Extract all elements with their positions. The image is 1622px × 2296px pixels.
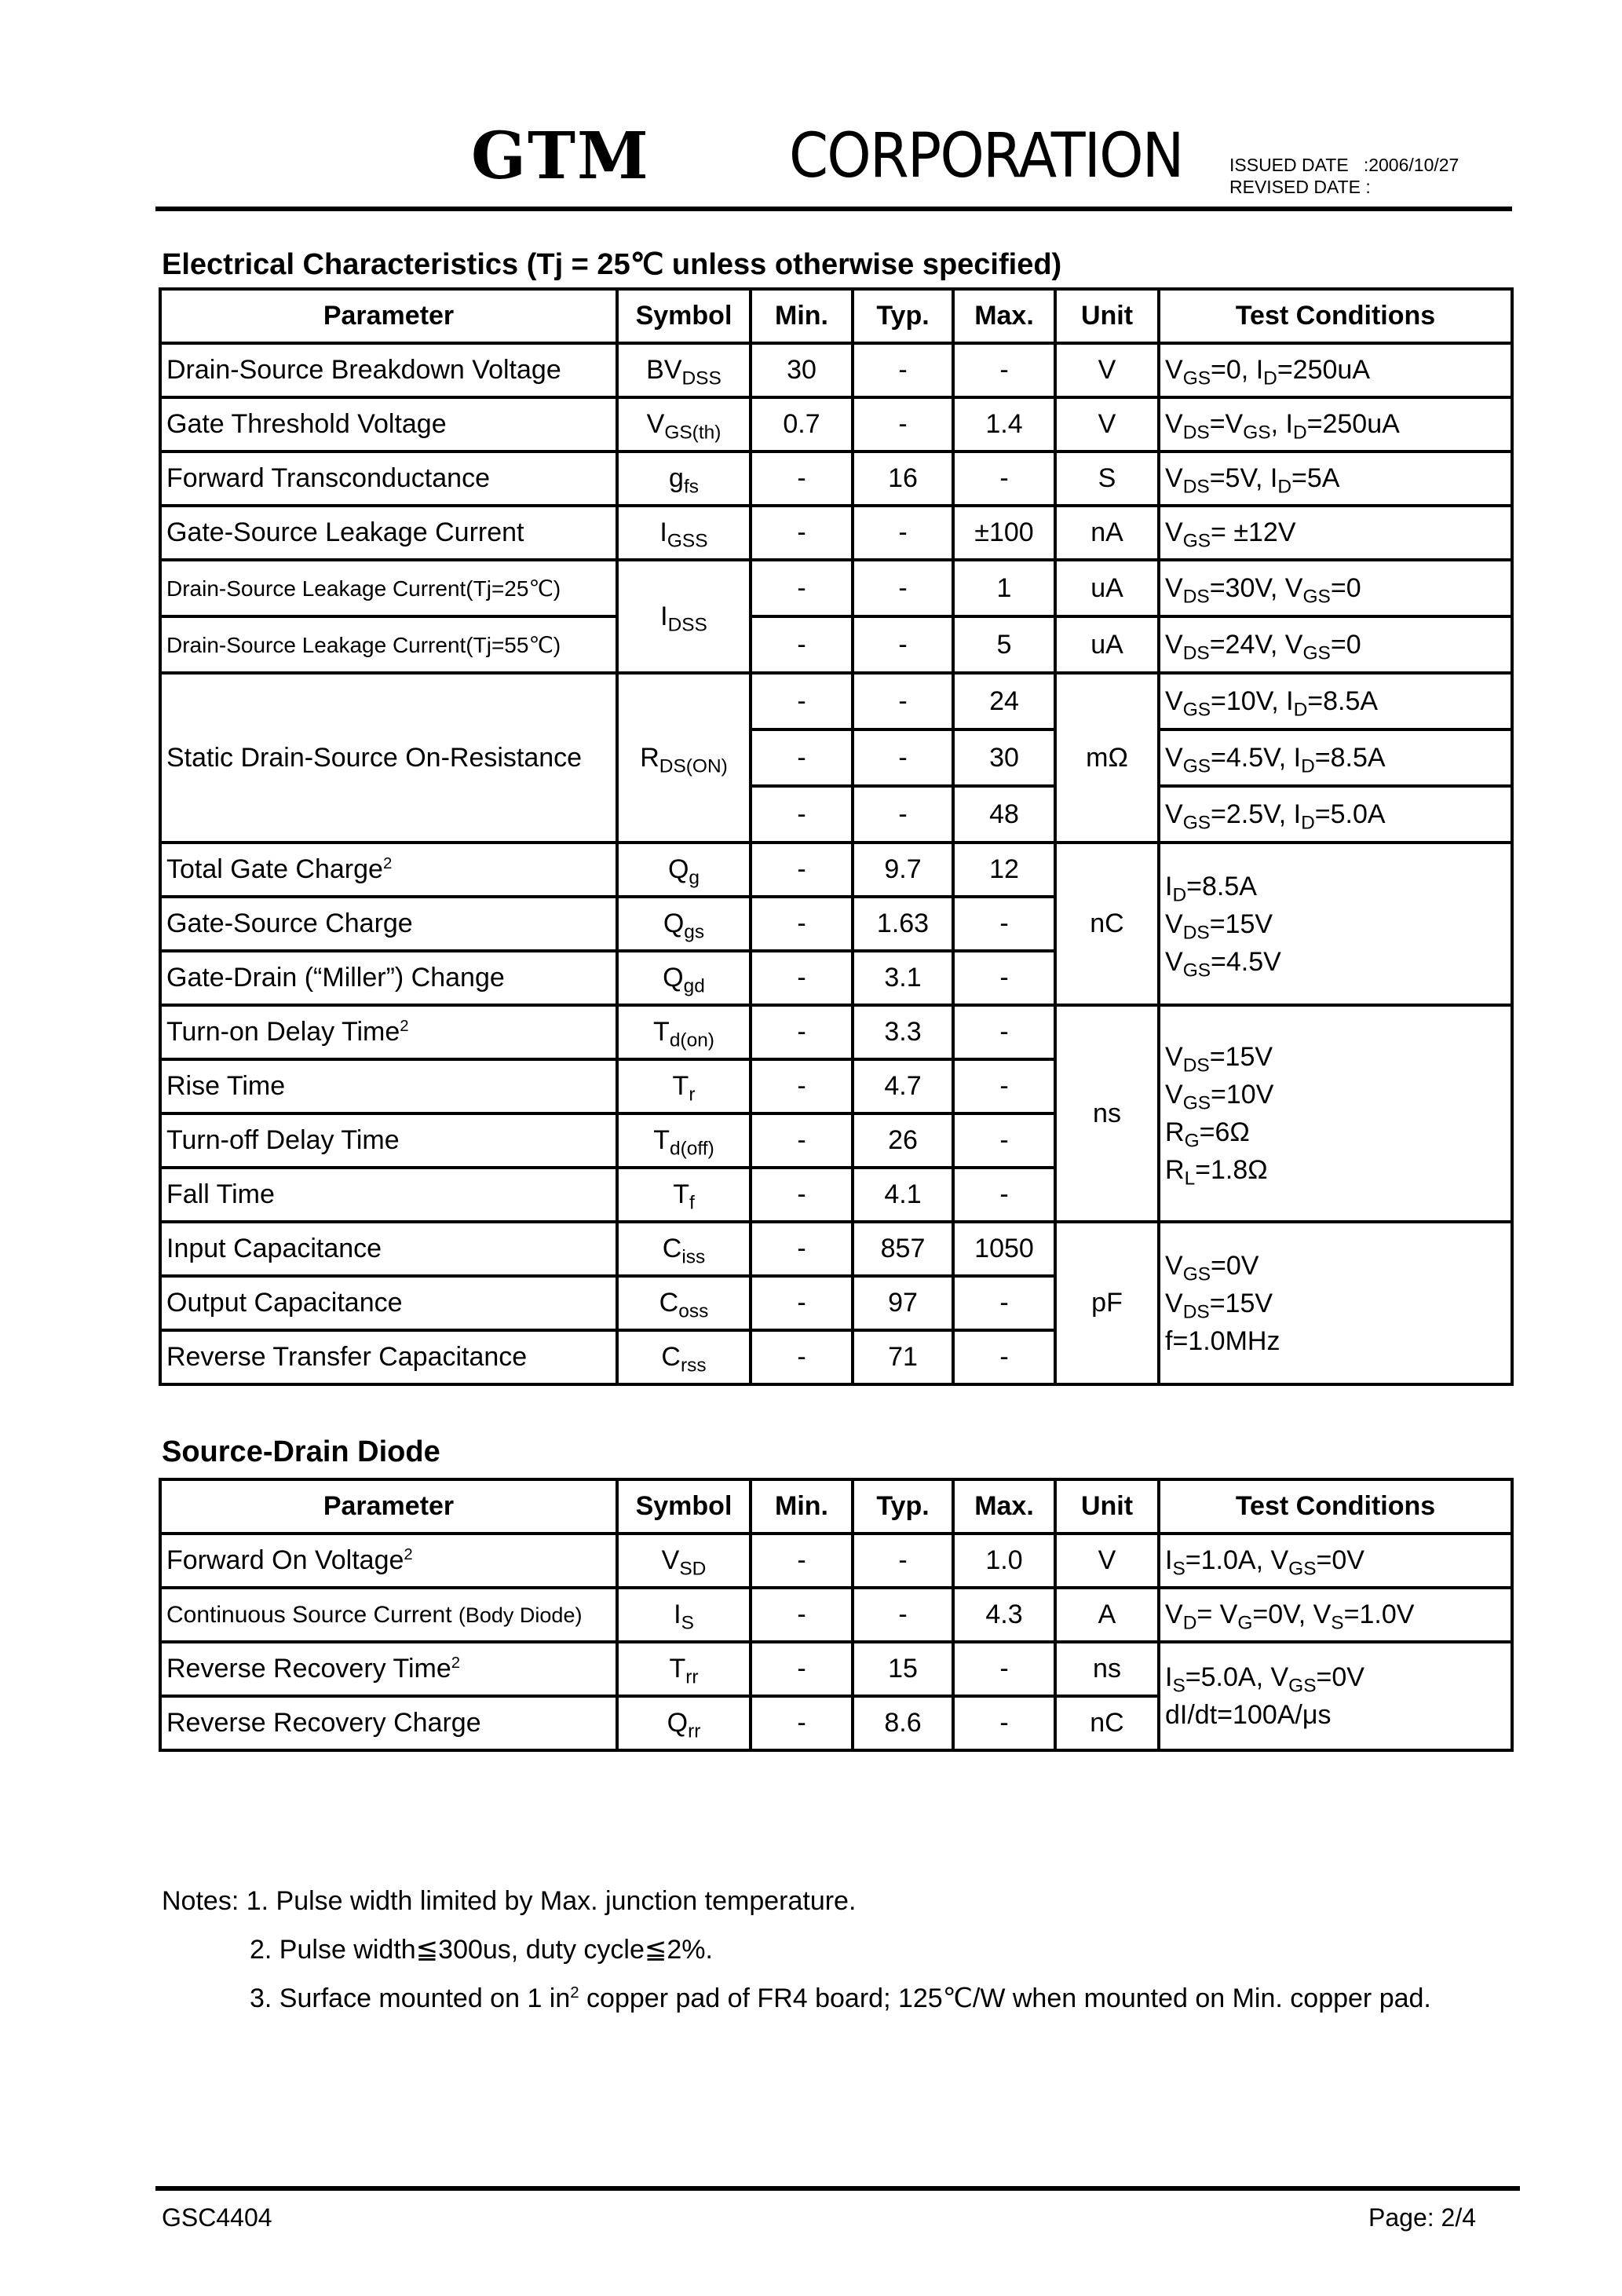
source-drain-diode-title: Source-Drain Diode — [162, 1435, 440, 1468]
typ-cell: 26 — [853, 1113, 953, 1168]
header-min: Min. — [751, 289, 853, 343]
param-cell: Gate-Drain (“Miller”) Change — [160, 951, 617, 1005]
unit-cell: mΩ — [1055, 673, 1159, 843]
max-cell: 12 — [953, 843, 1055, 897]
condition-cell: $V_{DS}=15V$ $V_{GS}=10V$ $R_G=6\Omega$ $R_L=1.8\Omega$ — [1159, 1005, 1512, 1222]
note-2: 2. Pulse width≦300us, duty cycle≦2%. — [250, 1935, 713, 1965]
min-cell: - — [751, 673, 853, 729]
typ-cell: - — [853, 1534, 953, 1588]
unit-cell: A — [1055, 1588, 1159, 1642]
revised-date-label: REVISED DATE : — [1229, 177, 1371, 197]
typ-cell: 71 — [853, 1330, 953, 1384]
notes-label: Notes: — [162, 1886, 239, 1916]
typ-cell: 3.1 — [853, 951, 953, 1005]
header-typ: Typ. — [853, 289, 953, 343]
symbol-cell: $BV_{DSS}$ — [617, 343, 751, 397]
max-cell: - — [953, 452, 1055, 506]
header-unit: Unit — [1055, 1479, 1159, 1534]
param-cell: Gate Threshold Voltage — [160, 397, 617, 452]
header-min: Min. — [751, 1479, 853, 1534]
header-parameter: Parameter — [160, 289, 617, 343]
min-cell: - — [751, 616, 853, 673]
max-cell: 4.3 — [953, 1588, 1055, 1642]
max-cell: 48 — [953, 786, 1055, 843]
note-3: 3. Surface mounted on 1 $in^2$ copper pad of FR4 board; 125℃/W when mounted on Min. copper pad. — [250, 1983, 1431, 2013]
condition-cell: $V_{DS}=V_{GS}$, $I_D=250uA$ — [1159, 397, 1512, 452]
max-cell: ±100 — [953, 506, 1055, 560]
param-cell: Drain-Source Leakage Current(Tj=25℃) — [160, 560, 617, 616]
max-cell: 1.4 — [953, 397, 1055, 452]
condition-cell: $V_{DS}=30V$, $V_{GS}=0$ — [1159, 560, 1512, 616]
min-cell: - — [751, 1534, 853, 1588]
source-drain-diode-table — [159, 1478, 1514, 1752]
param-cell: Input Capacitance — [160, 1222, 617, 1276]
max-cell: 30 — [953, 729, 1055, 786]
notes — [162, 1877, 1431, 2023]
footer-part-number: GSC4404 — [162, 2203, 272, 2232]
max-cell: 5 — [953, 616, 1055, 673]
typ-cell: - — [853, 506, 953, 560]
symbol-cell: $C_{rss}$ — [617, 1330, 751, 1384]
table-row — [160, 1222, 1512, 1276]
typ-cell: - — [853, 673, 953, 729]
min-cell: - — [751, 1222, 853, 1276]
max-cell: - — [953, 1113, 1055, 1168]
min-cell: 0.7 — [751, 397, 853, 452]
unit-cell: V — [1055, 1534, 1159, 1588]
min-cell: - — [751, 1059, 853, 1113]
param-cell: Reverse Transfer Capacitance — [160, 1330, 617, 1384]
condition-cell: $V_{GS}=2.5V$, $I_D=5.0A$ — [1159, 786, 1512, 843]
unit-cell: V — [1055, 343, 1159, 397]
header-rule — [155, 207, 1512, 211]
condition-cell: $V_{DS}=24V$, $V_{GS}=0$ — [1159, 616, 1512, 673]
table-row — [160, 397, 1512, 452]
condition-cell: $V_{GS}=0V$ $V_{DS}=15V$ f=1.0MHz — [1159, 1222, 1512, 1384]
max-cell: - — [953, 1005, 1055, 1059]
param-cell: Forward Transconductance — [160, 452, 617, 506]
max-cell: 24 — [953, 673, 1055, 729]
issue-dates — [1229, 154, 1459, 198]
typ-cell: 4.1 — [853, 1168, 953, 1222]
symbol-cell: $g_{fs}$ — [617, 452, 751, 506]
min-cell: - — [751, 1330, 853, 1384]
symbol-cell: $Q_{gs}$ — [617, 897, 751, 951]
typ-cell: 4.7 — [853, 1059, 953, 1113]
min-cell: - — [751, 1005, 853, 1059]
unit-cell: ns — [1055, 1642, 1159, 1696]
header-symbol: Symbol — [617, 289, 751, 343]
param-cell: Gate-Source Charge — [160, 897, 617, 951]
header-symbol: Symbol — [617, 1479, 751, 1534]
min-cell: - — [751, 951, 853, 1005]
max-cell: - — [953, 1059, 1055, 1113]
min-cell: - — [751, 1642, 853, 1696]
header-unit: Unit — [1055, 289, 1159, 343]
condition-cell: $V_{GS}=4.5V$, $I_D=8.5A$ — [1159, 729, 1512, 786]
electrical-characteristics-title: Electrical Characteristics (Tj = 25℃ unless otherwise specified) — [162, 248, 1062, 281]
note-1: Notes: 1. Pulse width limited by Max. junction temperature. — [162, 1886, 857, 1916]
symbol-cell: $I_{GSS}$ — [617, 506, 751, 560]
max-cell: - — [953, 1696, 1055, 1750]
table-row — [160, 343, 1512, 397]
symbol-cell: $V_{GS(th)}$ — [617, 397, 751, 452]
min-cell: - — [751, 1276, 853, 1330]
typ-cell: 15 — [853, 1642, 953, 1696]
symbol-cell: $T_{d(on)}$ — [617, 1005, 751, 1059]
typ-cell: 8.6 — [853, 1696, 953, 1750]
footer-rule — [155, 2186, 1520, 2191]
max-cell: - — [953, 1276, 1055, 1330]
symbol-cell: $T_f$ — [617, 1168, 751, 1222]
condition-cell: $V_{DS}=5V$, $I_D=5A$ — [1159, 452, 1512, 506]
issued-date-value: :2006/10/27 — [1363, 155, 1459, 175]
min-cell: - — [751, 1696, 853, 1750]
symbol-cell: $Q_{rr}$ — [617, 1696, 751, 1750]
symbol-cell: $I_S$ — [617, 1588, 751, 1642]
typ-cell: - — [853, 1588, 953, 1642]
header-max: Max. — [953, 289, 1055, 343]
table-row — [160, 1534, 1512, 1588]
company-name: CORPORATION — [789, 121, 1183, 192]
symbol-cell: $C_{iss}$ — [617, 1222, 751, 1276]
min-cell: - — [751, 452, 853, 506]
unit-cell: uA — [1055, 616, 1159, 673]
min-cell: - — [751, 729, 853, 786]
condition-cell: $V_{GS}=10V$, $I_D=8.5A$ — [1159, 673, 1512, 729]
unit-cell: ns — [1055, 1005, 1159, 1222]
param-cell: Output Capacitance — [160, 1276, 617, 1330]
typ-cell: - — [853, 560, 953, 616]
max-cell: - — [953, 951, 1055, 1005]
unit-cell: pF — [1055, 1222, 1159, 1384]
max-cell: - — [953, 1642, 1055, 1696]
header-test-conditions: Test Conditions — [1159, 1479, 1512, 1534]
header-max: Max. — [953, 1479, 1055, 1534]
unit-cell: nA — [1055, 506, 1159, 560]
symbol-cell: $V_{SD}$ — [617, 1534, 751, 1588]
symbol-cell: $T_r$ — [617, 1059, 751, 1113]
param-cell: Drain-Source Breakdown Voltage — [160, 343, 617, 397]
condition-cell: $V_{GS}=0$, $I_D=250uA$ — [1159, 343, 1512, 397]
symbol-cell: $I_{DSS}$ — [617, 560, 751, 673]
issued-date-label: ISSUED DATE — [1229, 155, 1349, 175]
table-row — [160, 673, 1512, 729]
param-cell: Rise Time — [160, 1059, 617, 1113]
condition-cell: $I_D=8.5A$ $V_{DS}=15V$ $V_{GS}=4.5V$ — [1159, 843, 1512, 1005]
table-row — [160, 1588, 1512, 1642]
param-cell: Static Drain-Source On-Resistance — [160, 673, 617, 843]
min-cell: - — [751, 506, 853, 560]
symbol-cell: $T_{rr}$ — [617, 1642, 751, 1696]
table-row — [160, 506, 1512, 560]
symbol-cell: $R_{DS(ON)}$ — [617, 673, 751, 843]
typ-cell: 9.7 — [853, 843, 953, 897]
typ-cell: - — [853, 397, 953, 452]
min-cell: 30 — [751, 343, 853, 397]
table-row — [160, 1642, 1512, 1696]
max-cell: 1 — [953, 560, 1055, 616]
table-row — [160, 616, 1512, 673]
param-cell: Continuous Source Current (Body Diode) — [160, 1588, 617, 1642]
param-cell: Turn-on Delay Time$^2$ — [160, 1005, 617, 1059]
header-test-conditions: Test Conditions — [1159, 289, 1512, 343]
condition-cell: $V_D= V_G=0V$, $V_S=1.0V$ — [1159, 1588, 1512, 1642]
min-cell: - — [751, 1168, 853, 1222]
symbol-cell: $T_{d(off)}$ — [617, 1113, 751, 1168]
typ-cell: 16 — [853, 452, 953, 506]
unit-cell: nC — [1055, 1696, 1159, 1750]
param-cell: Gate-Source Leakage Current — [160, 506, 617, 560]
param-cell: Reverse Recovery Time$^2$ — [160, 1642, 617, 1696]
table-row — [160, 843, 1512, 897]
typ-cell: 3.3 — [853, 1005, 953, 1059]
max-cell: 1050 — [953, 1222, 1055, 1276]
param-cell: Drain-Source Leakage Current(Tj=55℃) — [160, 616, 617, 673]
typ-cell: - — [853, 729, 953, 786]
unit-cell: V — [1055, 397, 1159, 452]
param-cell: Turn-off Delay Time — [160, 1113, 617, 1168]
table-row — [160, 1005, 1512, 1059]
param-cell: Fall Time — [160, 1168, 617, 1222]
header-parameter: Parameter — [160, 1479, 617, 1534]
min-cell: - — [751, 786, 853, 843]
condition-cell: $I_S=1.0A$, $V_{GS}=0V$ — [1159, 1534, 1512, 1588]
condition-cell: $V_{GS}= \pm 12V$ — [1159, 506, 1512, 560]
symbol-cell: $C_{oss}$ — [617, 1276, 751, 1330]
typ-cell: - — [853, 343, 953, 397]
symbol-cell: $Q_g$ — [617, 843, 751, 897]
symbol-cell: $Q_{gd}$ — [617, 951, 751, 1005]
typ-cell: 857 — [853, 1222, 953, 1276]
condition-cell: $I_S=5.0A$, $V_{GS}=0V$ dI/dt=100A/μs — [1159, 1642, 1512, 1750]
unit-cell: uA — [1055, 560, 1159, 616]
table-header-row — [160, 1479, 1512, 1534]
max-cell: - — [953, 897, 1055, 951]
min-cell: - — [751, 560, 853, 616]
param-cell: Total Gate Charge$^2$ — [160, 843, 617, 897]
min-cell: - — [751, 1588, 853, 1642]
typ-cell: - — [853, 616, 953, 673]
max-cell: - — [953, 343, 1055, 397]
min-cell: - — [751, 897, 853, 951]
max-cell: - — [953, 1168, 1055, 1222]
typ-cell: 1.63 — [853, 897, 953, 951]
min-cell: - — [751, 1113, 853, 1168]
min-cell: - — [751, 843, 853, 897]
typ-cell: 97 — [853, 1276, 953, 1330]
unit-cell: S — [1055, 452, 1159, 506]
param-cell: Forward On Voltage$^2$ — [160, 1534, 617, 1588]
max-cell: 1.0 — [953, 1534, 1055, 1588]
unit-cell: nC — [1055, 843, 1159, 1005]
typ-cell: - — [853, 786, 953, 843]
header-typ: Typ. — [853, 1479, 953, 1534]
param-cell: Reverse Recovery Charge — [160, 1696, 617, 1750]
footer-page-number: Page: 2/4 — [1368, 2203, 1476, 2232]
table-header-row — [160, 289, 1512, 343]
table-row — [160, 560, 1512, 616]
company-logo: GTM — [471, 119, 650, 194]
max-cell: - — [953, 1330, 1055, 1384]
electrical-characteristics-table — [159, 287, 1514, 1386]
table-row — [160, 452, 1512, 506]
